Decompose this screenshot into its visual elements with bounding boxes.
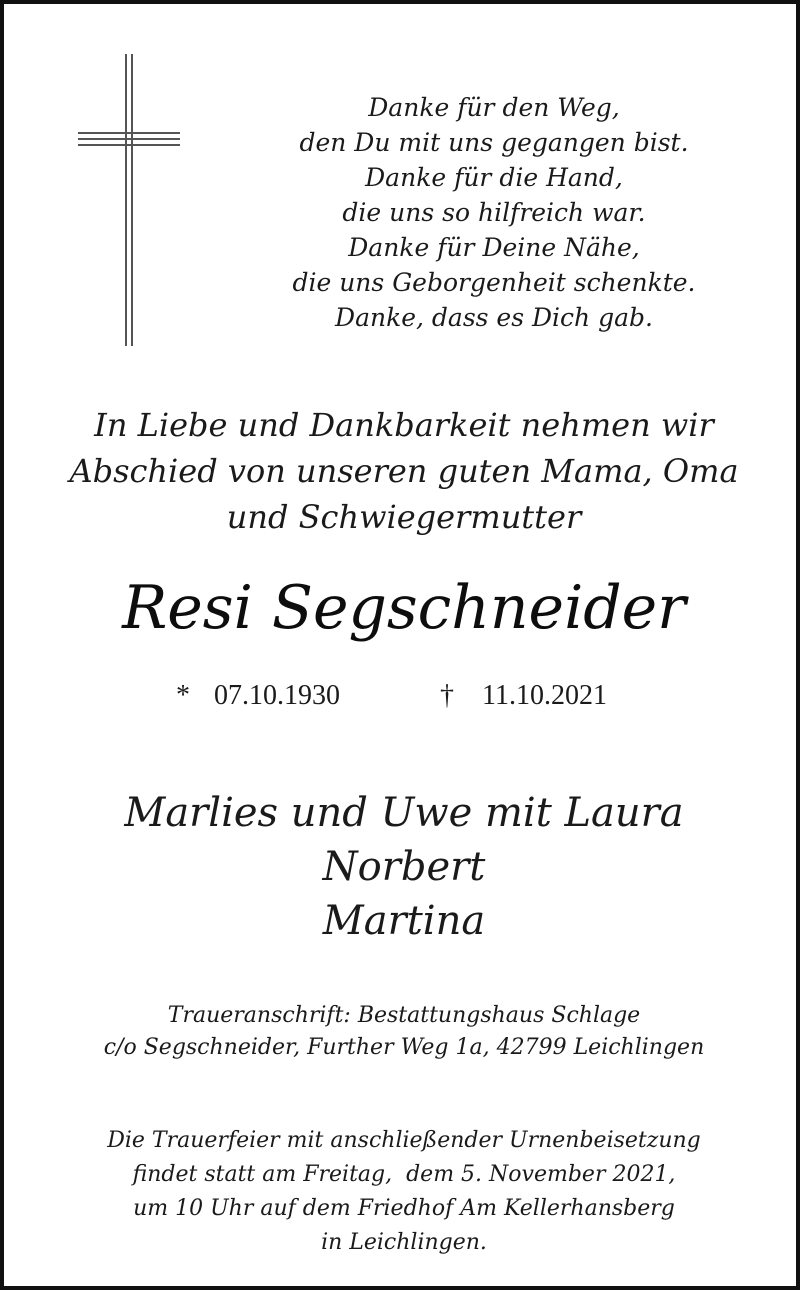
mourning-address [4,1000,800,1064]
death-date: 11.10.2021 [482,680,607,711]
birth-date: 07.10.1930 [214,680,340,711]
intro-line: In Liebe und Dankbarkeit nehmen wir [94,406,714,444]
intro-line: Abschied von unseren guten Mama, Oma [69,452,739,490]
family-line: Marlies und Uwe mit Laura [124,790,684,836]
ceremony-line: Die Trauerfeier mit anschließender Urnenbeisetzung [107,1128,701,1153]
family-line: Norbert [322,844,486,890]
address-line: c/o Segschneider, Further Weg 1a, 42799 Leichlingen [103,1035,705,1060]
address-line: Traueranschrift: Bestattungshaus Schlage [167,1003,641,1028]
birth-symbol: * [176,680,190,711]
ceremony-line: um 10 Uhr auf dem Friedhof Am Kellerhansberg [133,1196,675,1221]
ceremony-line: findet statt am Freitag, dem 5. November 2021, [132,1162,676,1187]
poem-line: Danke für Deine Nähe, [348,233,640,262]
intro-line: und Schwiegermutter [226,498,582,536]
ceremony-line: in Leichlingen. [321,1230,487,1255]
death-symbol: † [440,680,454,711]
poem-line: die uns Geborgenheit schenkte. [292,268,696,297]
deceased-name: Resi Segschneider [122,573,686,643]
poem-line: Danke für die Hand, [365,163,623,192]
intro-text [24,402,784,540]
ceremony-info [4,1124,800,1260]
poem-line: Danke, dass es Dich gab. [335,303,653,332]
cross-icon [78,54,180,346]
family-names [4,786,800,948]
poem-line: den Du mit uns gegangen bist. [299,128,689,157]
poem-line: Danke für den Weg, [368,93,620,122]
family-line: Martina [322,898,486,944]
poem [224,90,764,335]
poem-line: die uns so hilfreich war. [342,198,646,227]
